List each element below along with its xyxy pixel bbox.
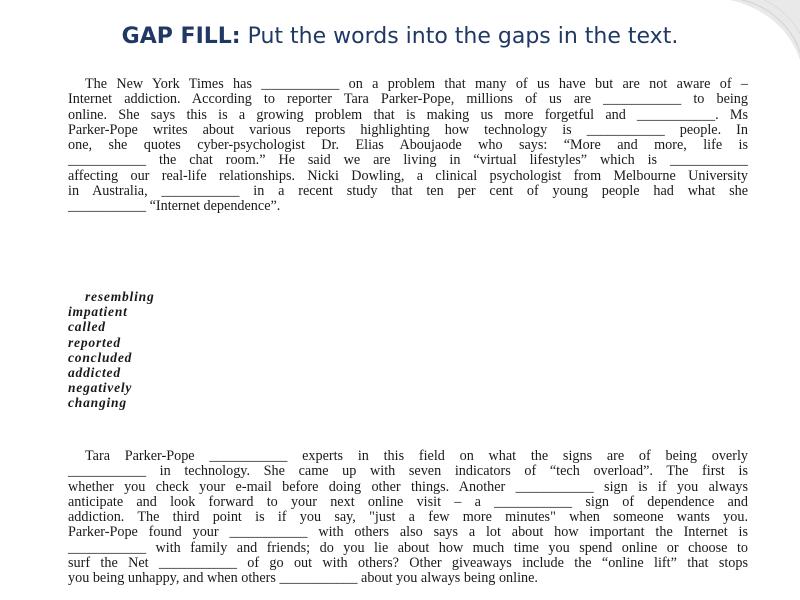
- passage-paragraph-1: [68, 77, 748, 215]
- word-bank-item: called: [68, 319, 106, 335]
- text-line: online. She says this is a growing problem that is making us more forgetful and ___________. Ms: [68, 106, 748, 123]
- text-line: one, she quotes cyber-psychologist Dr. Elias Aboujaode who says: “More and more, life is: [68, 137, 748, 154]
- word-bank-item: addicted: [68, 365, 121, 381]
- text-line: ___________ in technology. She came up with seven indicators of “tech overload”. The first is: [68, 463, 748, 480]
- word-bank: [68, 289, 155, 411]
- title-instruction: Put the words into the gaps in the text.: [240, 24, 679, 49]
- text-line: The New York Times has ___________ on a problem that many of us have but are not aware of –: [85, 76, 748, 92]
- text-line: whether you check your e-mail before doing other things. Another ___________ sign is if you always: [68, 478, 748, 495]
- text-line: ___________ “Internet dependence”.: [68, 198, 281, 215]
- text-line: in Australia, ___________ in a recent study that ten per cent of young people had what she: [68, 183, 748, 200]
- text-line: anticipate and look forward to your next online visit – a ___________ sign of dependence and: [68, 493, 748, 510]
- text-line: ___________ the chat room.” He said we are living in “virtual lifestyles” which is ___________: [68, 152, 748, 169]
- text-line: Internet addiction. According to reporter Tara Parker-Pope, millions of us are ___________ to being: [68, 91, 748, 108]
- word-bank-item: concluded: [68, 349, 133, 365]
- text-line: surf the Net ___________ of go out with others? Other giveaways include the “online lift” that stops: [68, 555, 748, 572]
- passage-paragraph-2: [68, 449, 748, 587]
- text-line: ___________ with family and friends; do you lie about how much time you spend online or choose to: [68, 539, 748, 556]
- title-lead: GAP FILL:: [121, 24, 241, 49]
- text-line: addiction. The third point is if you say, "just a few more minutes" when someone wants you.: [68, 509, 748, 526]
- word-bank-item: reported: [68, 334, 121, 350]
- word-bank-item: impatient: [68, 304, 128, 320]
- text-line: affecting our real-life relationships. Nicki Dowling, a clinical psychologist from Melbourne University: [68, 167, 748, 184]
- word-bank-item: negatively: [68, 380, 133, 396]
- word-bank-item: resembling: [85, 289, 155, 304]
- text-line: Parker-Pope found your ___________ with others also says a lot about how important the Internet is: [68, 524, 748, 541]
- text-line: Tara Parker-Pope ___________ experts in this field on what the signs are of being overly: [85, 448, 748, 464]
- word-bank-item: changing: [68, 395, 127, 411]
- text-line: Parker-Pope writes about various reports highlighting how technology is ___________ people. In: [68, 121, 748, 138]
- text-line: you being unhappy, and when others ___________ about you always being online.: [68, 570, 538, 587]
- page-title: [0, 24, 800, 49]
